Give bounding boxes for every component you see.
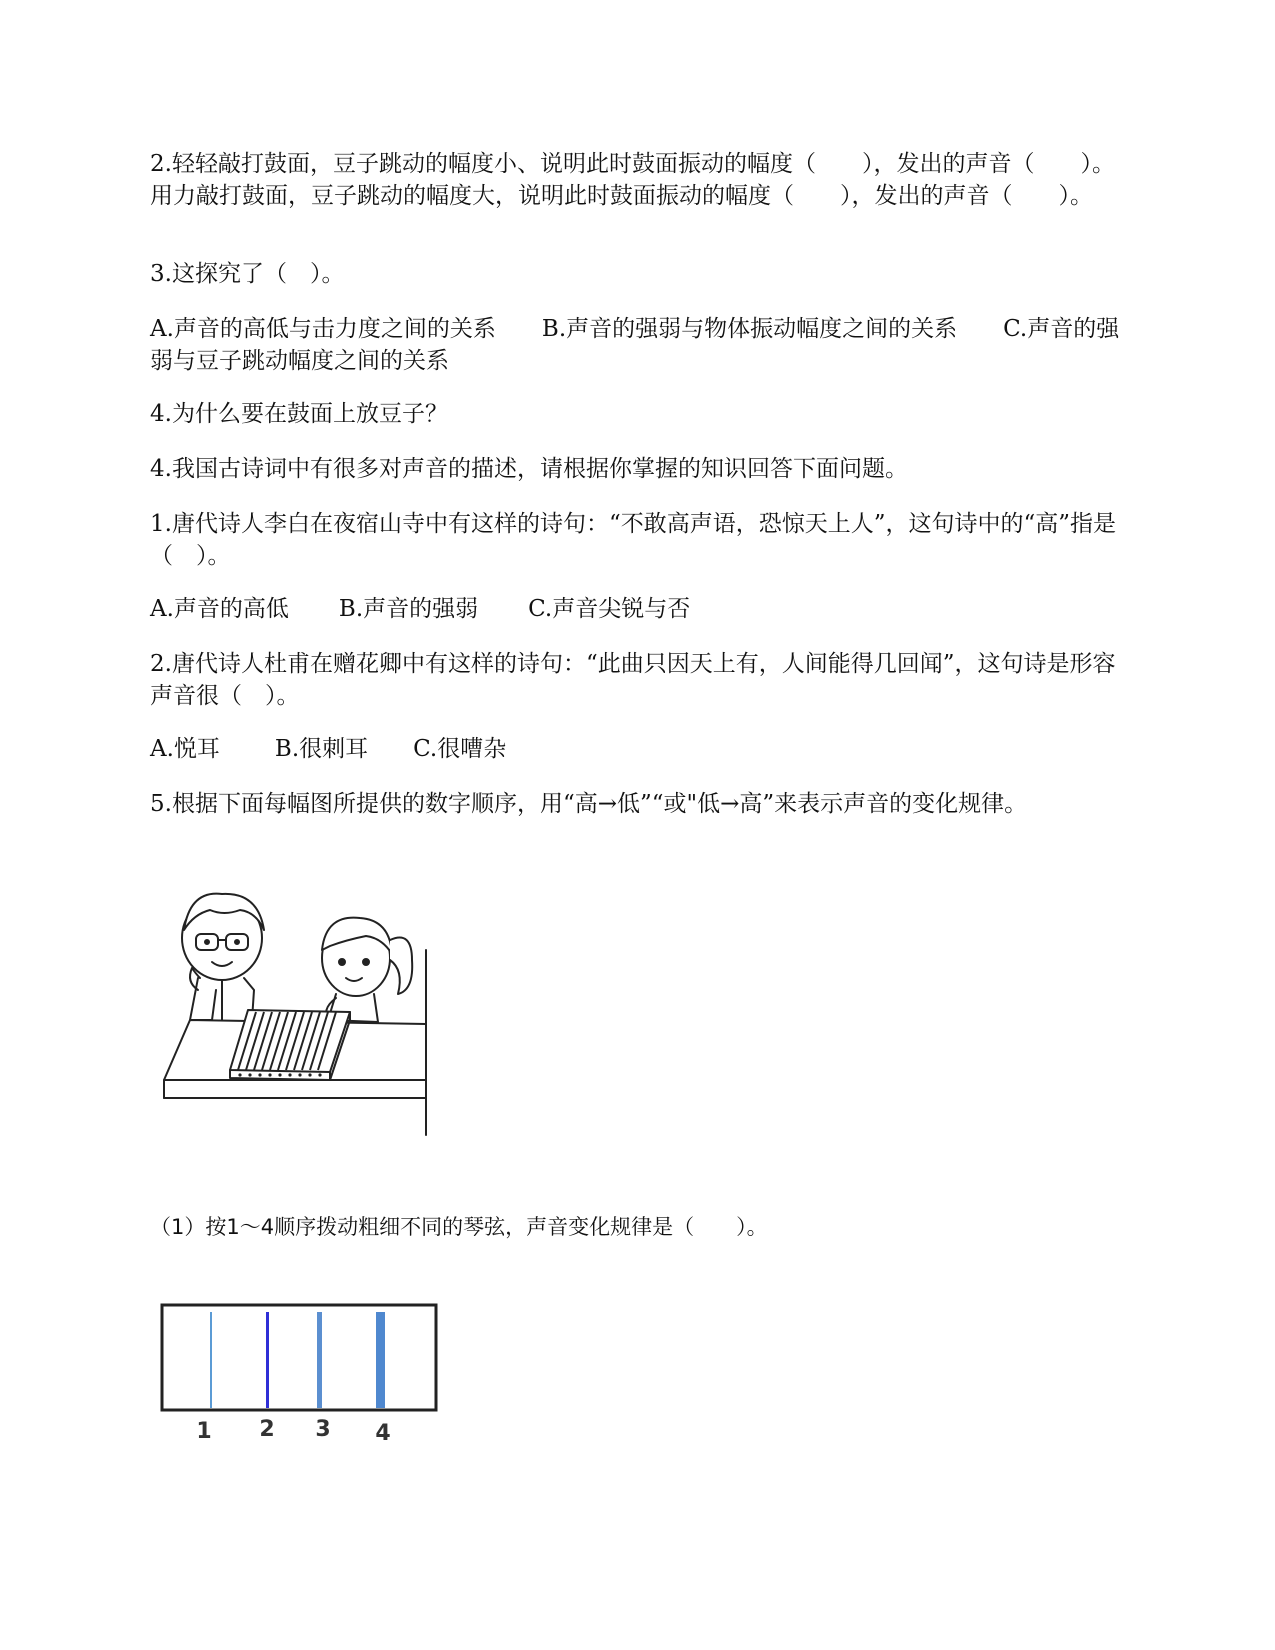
string-label-1: 1: [196, 1419, 212, 1444]
section-4-question-2: 2.唐代诗人杜甫在赠花卿中有这样的诗句：“此曲只因天上有，人间能得几回闻”，这句诗是形容声音很（ ）。: [150, 651, 1116, 709]
section-5-title: 5.根据下面每幅图所提供的数字顺序，用“高→低”“或"低→高”来表示声音的变化规律。: [150, 791, 1028, 817]
option-c: C.很嘈杂: [413, 736, 507, 762]
string-label-3: 3: [315, 1417, 331, 1442]
string-label-4: 4: [375, 1421, 391, 1446]
string-4: [376, 1312, 385, 1408]
option-b: B.声音的强弱: [338, 596, 479, 622]
section-4-title: 4.我国古诗词中有很多对声音的描述，请根据你掌握的知识回答下面问题。: [150, 456, 908, 482]
question-3-options: A.声音的高低与击力度之间的关系 B.声音的强弱与物体振动幅度之间的关系 C.声音的强弱与豆子跳动幅度之间的关系: [150, 316, 1120, 374]
option-a: A.悦耳: [150, 736, 220, 762]
option-c: C.声音尖锐与否: [528, 596, 691, 622]
section-4-question-1: 1.唐代诗人李白在夜宿山寺中有这样的诗句：“不敢高声语，恐惊天上人”，这句诗中的“高”指是（ ）。: [150, 511, 1116, 569]
section-4-question-1-options: [150, 593, 1120, 625]
option-b: B.很刺耳: [274, 736, 369, 762]
option-a: A.声音的高低: [150, 596, 289, 622]
question-3-text: 3.这探究了（ ）。: [150, 261, 345, 287]
string-2: [266, 1312, 269, 1408]
sub-question-1: （1）按1～4顺序拨动粗细不同的琴弦，声音变化规律是（ ）。: [150, 1215, 768, 1239]
string-3: [317, 1312, 322, 1408]
strings-frame: [162, 1305, 436, 1410]
strings-diagram: [160, 1300, 450, 1450]
question-2-text: 2.轻轻敲打鼓面，豆子跳动的幅度小、说明此时鼓面振动的幅度（ ），发出的声音（ ）。用力敲打鼓面，豆子跳动的幅度大，说明此时鼓面振动的幅度（ ），发出的声音（ ）。: [150, 151, 1115, 209]
string-label-2: 2: [259, 1417, 275, 1442]
string-1: [210, 1312, 212, 1408]
question-4-text: 4.为什么要在鼓面上放豆子？: [150, 401, 448, 427]
section-4-question-2-options: [150, 733, 1120, 765]
children-instrument-illustration: [160, 890, 445, 1150]
